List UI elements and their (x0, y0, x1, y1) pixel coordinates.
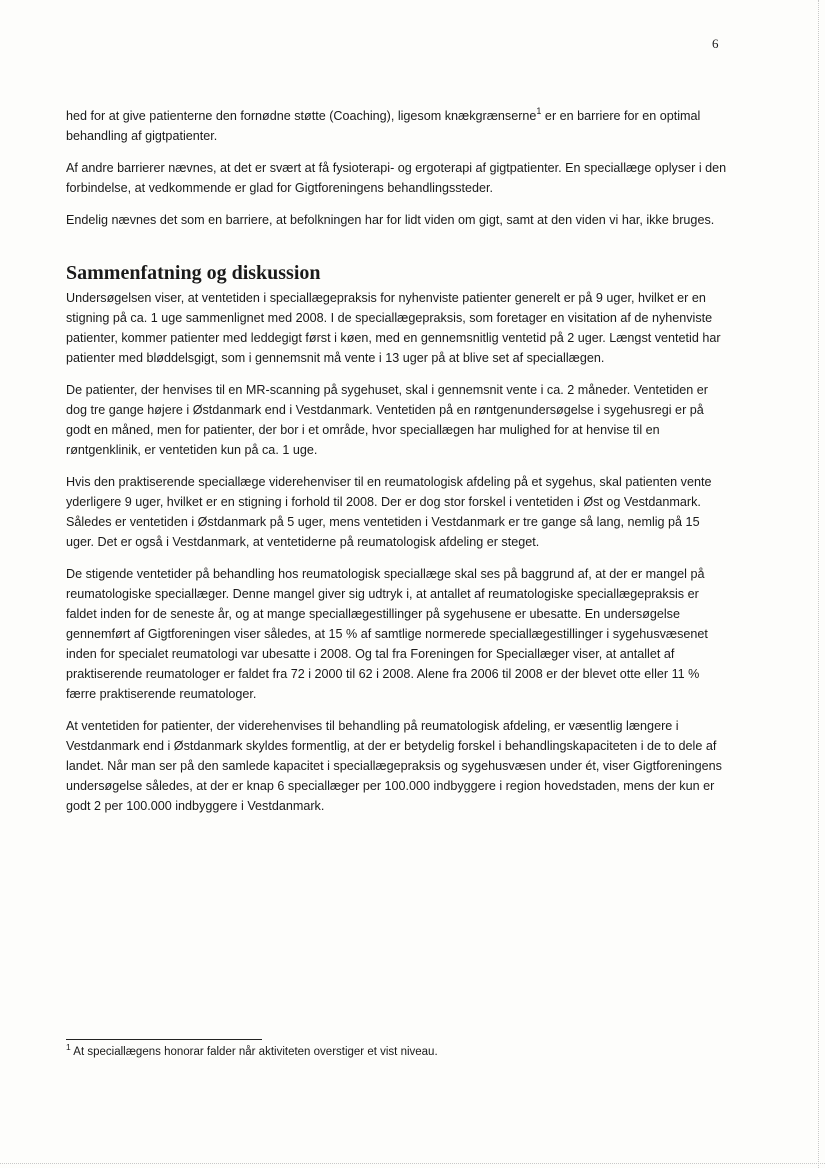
summary-paragraph-4: De stigende ventetider på behandling hos reumatologisk speciallæge skal ses på baggrund af, at der er mangel på reumatologiske speciallæger. Denne mangel giver sig udtryk i, at antallet af reumatologiske speciallægepraksis er faldet inden for de seneste år, og at mange speciallægestillinger på sygehusene er ubesatte. En undersøgelse gennemført af Gigtforeningen viser således, at 15 % af samtlige normerede speciallægestillinger i sygehusvæsenet inden for specialet reumatologi var ubesatte i 2008. Og tal fra Foreningen for Speciallæger viser, at antallet af praktiserende reumatologer er faldet fra 72 i 2000 til 62 i 2008. Alene fra 2006 til 2008 er der blevet otte eller 11 % færre praktiserende reumatologer. (66, 567, 708, 701)
intro-paragraph-1 (66, 106, 730, 146)
page-content (66, 106, 730, 828)
footnote-marker: 1 (66, 1042, 71, 1052)
scan-edge-bottom (0, 1163, 825, 1164)
summary-paragraph-1: Undersøgelsen viser, at ventetiden i speciallægepraksis for nyhenviste patienter generelt er på 9 uger, hvilket er en stigning på ca. 1 uge sammenlignet med 2008. I de speciallægepraksis, som foretager en visitation af de nyhenviste patienter, kommer patienter med leddegigt først i køen, med en gennemsnitlig ventetid på 2 uger. Længst ventetid har patienter med bløddelsgigt, som i gennemsnit må vente i 13 uger på at blive set af speciallægen. (66, 291, 721, 365)
footnote-text: At speciallægens honorar falder når aktiviteten overstiger et vist niveau. (70, 1046, 438, 1058)
summary-paragraph-2: De patienter, der henvises til en MR-scanning på sygehuset, skal i gennemsnit vente i ca. 2 måneder. Ventetiden er dog tre gange højere i Østdanmark end i Vestdanmark. Ventetiden på en røntgenundersøgelse i sygehusregi er på godt en måned, men for patienter, der bor i et område, hvor speciallægen har mulighed for at henvise til en røntgenklinik, er ventetiden kun på ca. 1 uge. (66, 383, 708, 457)
intro-text-before: hed for at give patienterne den fornødne støtte (Coaching), ligesom knækgrænserne (66, 109, 537, 123)
footnote-reference: 1 (536, 106, 542, 116)
footnote (66, 1042, 438, 1058)
section-heading: Sammenfatning og diskussion (66, 262, 321, 284)
intro-text-after: er en barriere for en optimal behandling af gigtpatienter. (66, 109, 701, 143)
intro-paragraph-2: Af andre barrierer nævnes, at det er svært at få fysioterapi- og ergoterapi af gigtpatienter. En speciallæge oplyser i den forbindelse, at vedkommende er glad for Gigtforeningens behandlingssteder. (66, 161, 727, 195)
footnote-divider (66, 1039, 262, 1040)
page-number: 6 (712, 36, 719, 51)
scan-edge-right (818, 0, 819, 1168)
summary-paragraph-3: Hvis den praktiserende speciallæge viderehenviser til en reumatologisk afdeling på et sygehus, skal patienten vente yderligere 9 uger, hvilket er en stigning i forhold til 2008. Der er dog stor forskel i ventetiden i Øst og Vestdanmark. Således er ventetiden i Østdanmark på 5 uger, mens ventetiden i Vestdanmark er tre gange så lang, nemlig på 15 uger. Det er også i Vestdanmark, at ventetiderne på reumatologisk afdeling er steget. (66, 475, 712, 549)
intro-paragraph-3: Endelig nævnes det som en barriere, at befolkningen har for lidt viden om gigt, samt at den viden vi har, ikke bruges. (66, 213, 715, 227)
summary-paragraph-5: At ventetiden for patienter, der viderehenvises til behandling på reumatologisk afdeling, er væsentlig længere i Vestdanmark end i Østdanmark skyldes formentlig, at der er betydelig forskel i behandlingskapaciteten i de to dele af landet. Når man ser på den samlede kapacitet i speciallægepraksis og sygehusvæsen under ét, viser Gigtforeningens undersøgelse således, at der er knap 6 speciallæger per 100.000 indbyggere i region hovedstaden, mens der kun er godt 2 per 100.000 indbyggere i Vestdanmark. (66, 719, 722, 813)
